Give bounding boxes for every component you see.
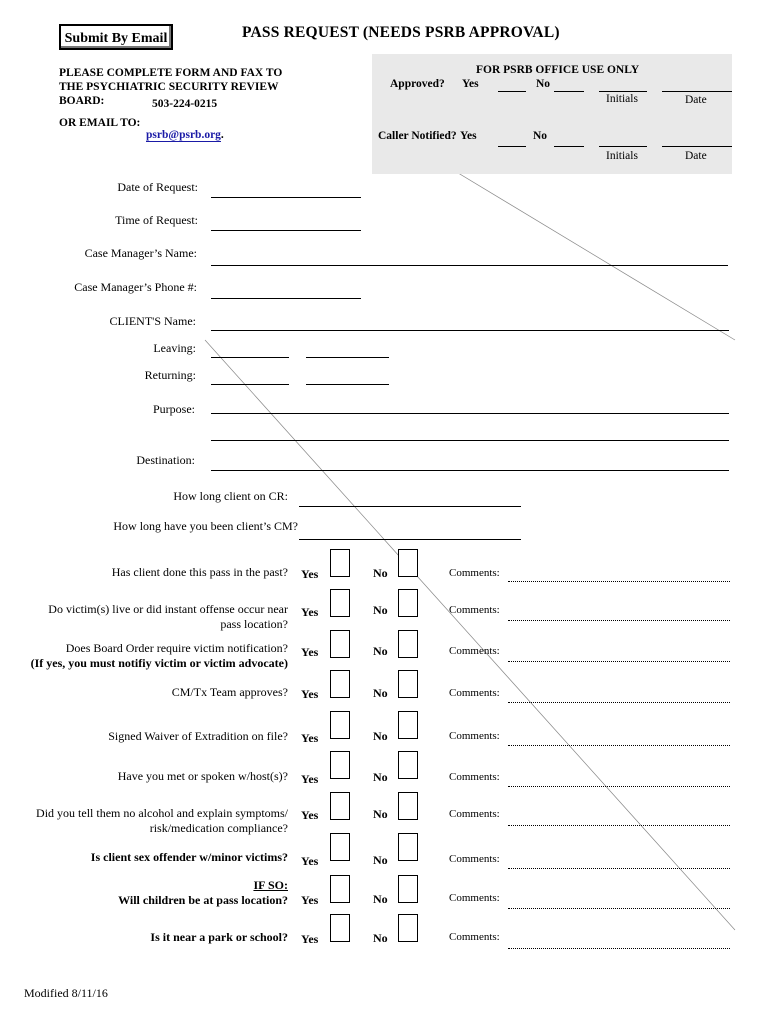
how-long-cr-label: How long client on CR:: [173, 489, 288, 503]
purpose-field-2[interactable]: [211, 440, 729, 441]
q9-no-label: No: [373, 931, 388, 945]
question-children-at-pass: IF SO: Will children be at pass location?: [118, 878, 288, 907]
q9-yes-checkbox[interactable]: [330, 914, 350, 942]
q3-no-checkbox[interactable]: [398, 670, 418, 698]
question-near-park-school: Is it near a park or school?: [150, 930, 288, 944]
q2-yes-checkbox[interactable]: [330, 630, 350, 658]
caller-no-line[interactable]: [554, 146, 584, 147]
instruction-line-1: PLEASE COMPLETE FORM AND FAX TO: [59, 67, 283, 79]
approved-initials-caption: Initials: [606, 93, 638, 105]
date-of-request-field[interactable]: [211, 197, 361, 198]
q7-no-label: No: [373, 853, 388, 867]
office-use-heading: FOR PSRB OFFICE USE ONLY: [476, 64, 640, 76]
q3-no-label: No: [373, 686, 388, 700]
q4-yes-checkbox[interactable]: [330, 711, 350, 739]
q4-no-checkbox[interactable]: [398, 711, 418, 739]
page-title: PASS REQUEST (NEEDS PSRB APPROVAL): [242, 24, 560, 41]
q7-comments-field[interactable]: [508, 868, 730, 869]
q9-comments-label: Comments:: [449, 931, 500, 943]
question-met-hosts: Have you met or spoken w/host(s)?: [117, 769, 288, 783]
q7-yes-label: Yes: [301, 854, 319, 868]
caller-no: No: [533, 130, 548, 142]
case-manager-name-label: Case Manager’s Name:: [84, 246, 197, 260]
q3-comments-field[interactable]: [508, 702, 730, 703]
approved-no: No: [536, 78, 551, 90]
q5-no-checkbox[interactable]: [398, 751, 418, 779]
email-label: OR EMAIL TO:: [59, 117, 141, 129]
q9-no-checkbox[interactable]: [398, 914, 418, 942]
date-of-request-label: Date of Request:: [117, 180, 198, 194]
q0-no-checkbox[interactable]: [398, 549, 418, 577]
leaving-date-field[interactable]: [211, 357, 289, 358]
q9-yes-label: Yes: [301, 932, 319, 946]
q3-yes-label: Yes: [301, 687, 319, 701]
q7-yes-checkbox[interactable]: [330, 833, 350, 861]
q8-yes-label: Yes: [301, 893, 319, 907]
q4-no-label: No: [373, 729, 388, 743]
time-of-request-field[interactable]: [211, 230, 361, 231]
q4-comments-field[interactable]: [508, 745, 730, 746]
how-long-cm-field[interactable]: [299, 539, 521, 540]
leaving-label: Leaving:: [153, 341, 196, 355]
q1-yes-label: Yes: [301, 605, 319, 619]
question-past-pass: Has client done this pass in the past?: [111, 565, 288, 579]
q2-no-checkbox[interactable]: [398, 630, 418, 658]
q0-yes-label: Yes: [301, 567, 319, 581]
q5-yes-label: Yes: [301, 772, 319, 786]
question-waiver-extradition: Signed Waiver of Extradition on file?: [108, 729, 288, 743]
caller-initials-line[interactable]: [599, 146, 647, 147]
question-sex-offender: Is client sex offender w/minor victims?: [90, 850, 288, 864]
purpose-label: Purpose:: [153, 402, 195, 416]
q5-comments-field[interactable]: [508, 786, 730, 787]
q3-yes-checkbox[interactable]: [330, 670, 350, 698]
q9-comments-field[interactable]: [508, 948, 730, 949]
destination-label: Destination:: [136, 453, 195, 467]
q0-no-label: No: [373, 566, 388, 580]
case-manager-name-field[interactable]: [211, 265, 728, 266]
modified-date: Modified 8/11/16: [24, 986, 108, 1000]
question-no-alcohol: Did you tell them no alcohol and explain symptoms/ risk/medication compliance?: [36, 806, 288, 835]
approved-label: Approved?: [390, 78, 445, 90]
q0-comments-field[interactable]: [508, 581, 730, 582]
q8-no-checkbox[interactable]: [398, 875, 418, 903]
q8-yes-checkbox[interactable]: [330, 875, 350, 903]
q6-no-label: No: [373, 807, 388, 821]
question-team-approves: CM/Tx Team approves?: [171, 685, 288, 699]
email-suffix: .: [220, 129, 224, 141]
approved-yes-line[interactable]: [498, 91, 526, 92]
time-of-request-label: Time of Request:: [115, 213, 198, 227]
client-name-field[interactable]: [211, 330, 729, 331]
caller-initials-caption: Initials: [606, 150, 638, 162]
q7-comments-label: Comments:: [449, 853, 500, 865]
purpose-field-1[interactable]: [211, 413, 729, 414]
q1-comments-field[interactable]: [508, 620, 730, 621]
q4-yes-label: Yes: [301, 731, 319, 745]
caller-date-line[interactable]: [662, 146, 732, 147]
q5-comments-label: Comments:: [449, 771, 500, 783]
q8-comments-label: Comments:: [449, 892, 500, 904]
case-manager-phone-label: Case Manager’s Phone #:: [74, 280, 197, 294]
q3-comments-label: Comments:: [449, 687, 500, 699]
caller-yes-line[interactable]: [498, 146, 526, 147]
q2-no-label: No: [373, 644, 388, 658]
caller-date-caption: Date: [685, 150, 707, 162]
instruction-line-3: BOARD:: [59, 95, 105, 107]
instruction-line-2: THE PSYCHIATRIC SECURITY REVIEW: [59, 81, 279, 93]
q8-no-label: No: [373, 892, 388, 906]
email-link[interactable]: psrb@psrb.org: [146, 129, 221, 141]
q7-no-checkbox[interactable]: [398, 833, 418, 861]
returning-label: Returning:: [144, 368, 196, 382]
destination-field[interactable]: [211, 470, 729, 471]
question-victim-near: Do victim(s) live or did instant offense occur near pass location?: [48, 602, 288, 631]
q6-comments-field[interactable]: [508, 825, 730, 826]
approved-yes: Yes: [462, 78, 479, 90]
q6-comments-label: Comments:: [449, 808, 500, 820]
submit-by-email-button[interactable]: Submit By Email: [59, 24, 173, 50]
q6-yes-label: Yes: [301, 808, 319, 822]
q1-no-label: No: [373, 603, 388, 617]
case-manager-phone-field[interactable]: [211, 298, 361, 299]
client-name-label: CLIENT'S Name:: [109, 314, 196, 328]
how-long-cr-field[interactable]: [299, 506, 521, 507]
q8-comments-field[interactable]: [508, 908, 730, 909]
q5-yes-checkbox[interactable]: [330, 751, 350, 779]
approved-date-line[interactable]: [662, 91, 732, 92]
q2-comments-label: Comments:: [449, 645, 500, 657]
q2-yes-label: Yes: [301, 645, 319, 659]
returning-time-field[interactable]: [306, 384, 389, 385]
approved-no-line[interactable]: [554, 91, 584, 92]
caller-yes: Yes: [460, 130, 477, 142]
q6-yes-checkbox[interactable]: [330, 792, 350, 820]
approved-date-caption: Date: [685, 94, 707, 106]
returning-date-field[interactable]: [211, 384, 289, 385]
q1-no-checkbox[interactable]: [398, 589, 418, 617]
approved-initials-line[interactable]: [599, 91, 647, 92]
q0-yes-checkbox[interactable]: [330, 549, 350, 577]
q2-comments-field[interactable]: [508, 661, 730, 662]
q4-comments-label: Comments:: [449, 730, 500, 742]
leaving-time-field[interactable]: [306, 357, 389, 358]
how-long-cm-label: How long have you been client’s CM?: [113, 519, 298, 533]
q1-yes-checkbox[interactable]: [330, 589, 350, 617]
phone-number: 503-224-0215: [152, 98, 218, 110]
question-victim-notification: Does Board Order require victim notification? (If yes, you must notifiy victim or victim advocate): [30, 641, 288, 670]
q0-comments-label: Comments:: [449, 567, 500, 579]
q6-no-checkbox[interactable]: [398, 792, 418, 820]
caller-notified-label: Caller Notified?: [378, 130, 457, 142]
q1-comments-label: Comments:: [449, 604, 500, 616]
q5-no-label: No: [373, 770, 388, 784]
